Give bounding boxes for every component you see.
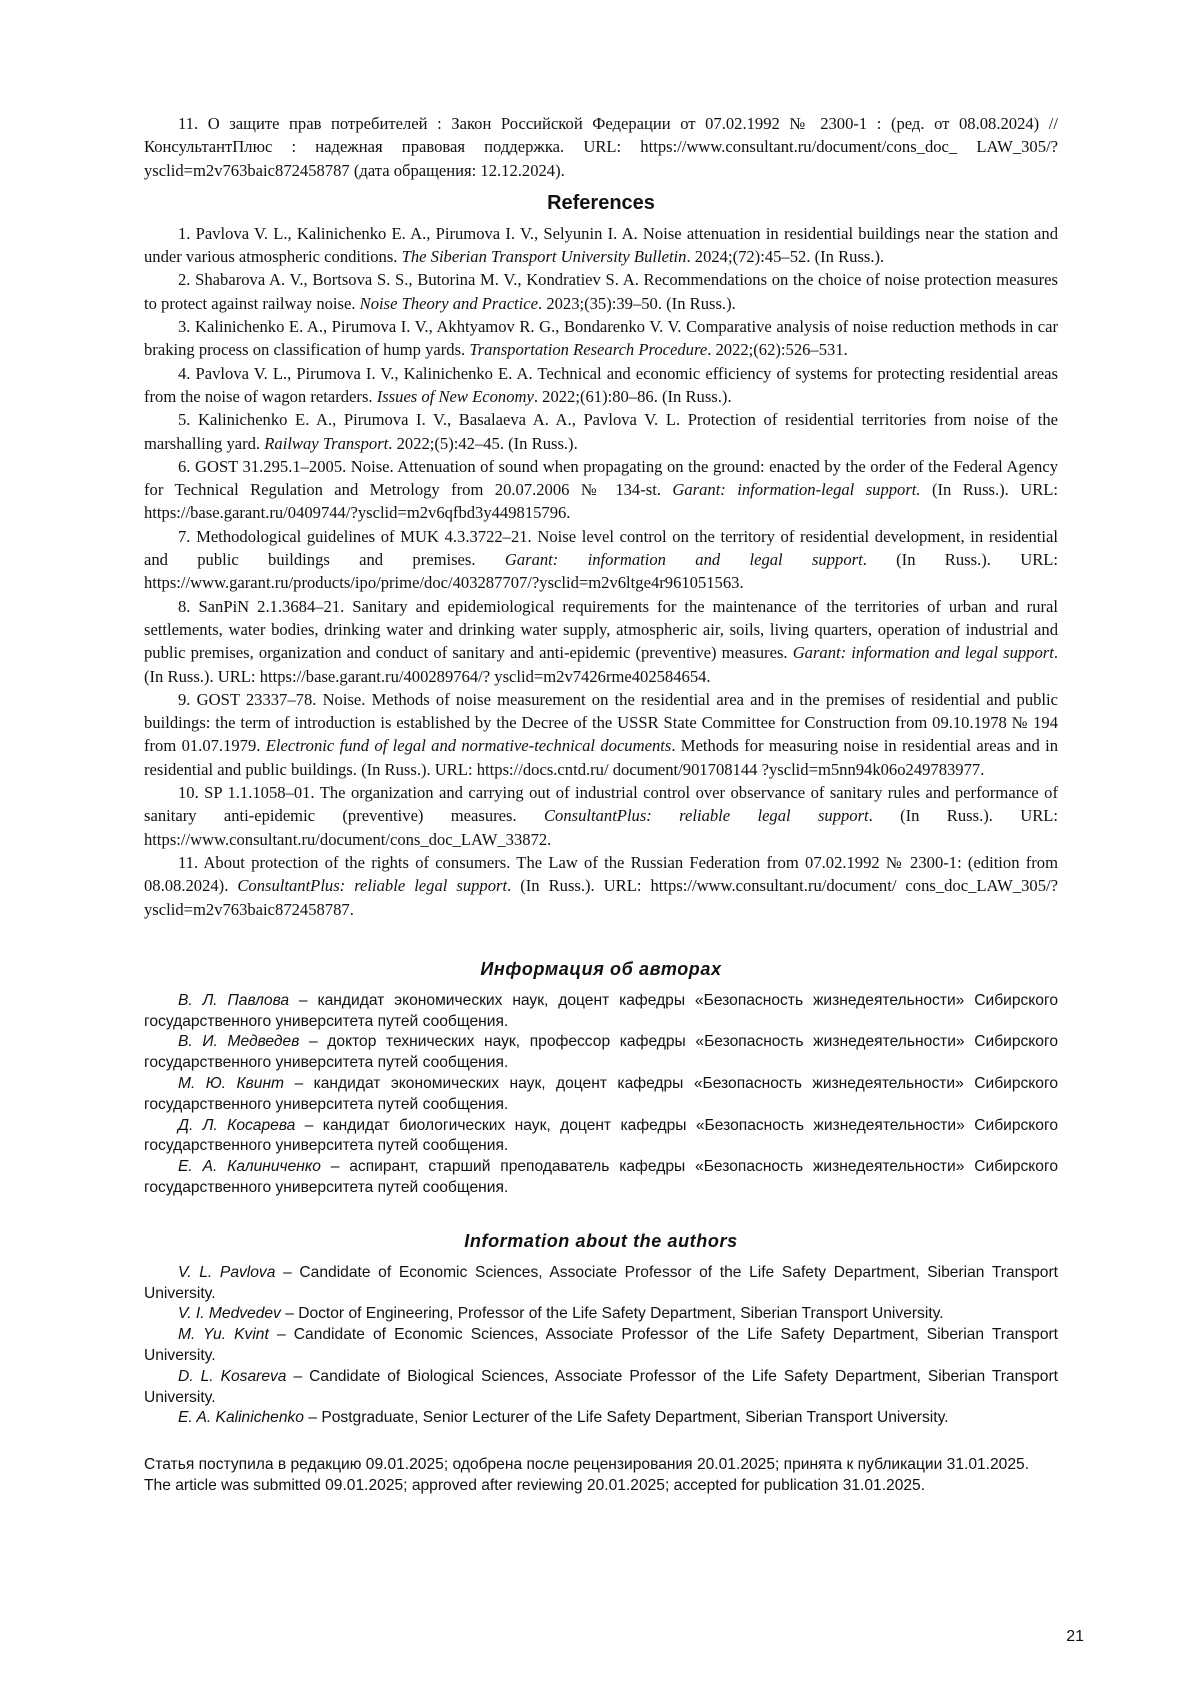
- author-ru-item: В. И. Медведев – доктор технических наук, профессор кафедры «Безопасность жизнедеятельности» Сибирского государственного университета путей сообщения.: [144, 1032, 1058, 1074]
- reference-item: 3. Kalinichenko E. A., Pirumova I. V., Akhtyamov R. G., Bondarenko V. V. Comparative analysis of noise reduction methods in car braking process on classification of hump yards. Transportation Research Procedure. 2022;(62):526–531.: [144, 315, 1058, 362]
- author-name: E. A. Kalinichenko: [178, 1409, 304, 1426]
- author-name: М. Ю. Квинт: [178, 1075, 284, 1092]
- author-name: M. Yu. Kvint: [178, 1326, 269, 1343]
- authors-ru-list: [144, 991, 1058, 1199]
- author-name: В. Л. Павлова: [178, 992, 289, 1009]
- page-number: 21: [1044, 1628, 1084, 1646]
- author-name: Д. Л. Косарева: [178, 1117, 295, 1134]
- submission-info: [144, 1455, 1058, 1497]
- reference-item: 1. Pavlova V. L., Kalinichenko E. A., Pirumova I. V., Selyunin I. A. Noise attenuation in residential buildings near the station and under various atmospheric conditions. The Siberian Transport University Bulletin. 2024;(72):45–52. (In Russ.).: [144, 222, 1058, 269]
- author-ru-item: М. Ю. Квинт – кандидат экономических наук, доцент кафедры «Безопасность жизнедеятельности» Сибирского государственного университета путей сообщения.: [144, 1074, 1058, 1116]
- journal-page: [0, 0, 1200, 1697]
- references-heading: References: [144, 190, 1058, 216]
- reference-ru-11: 11. О защите прав потребителей : Закон Российской Федерации от 07.02.1992 № 2300-1 : (ред. от 08.08.2024) // КонсультантПлюс : надежная правовая поддержка. URL: https://www.consultant.ru/document/cons_doc_ LAW_305/?ysclid=m2v763baic872458787 (дата обращения: 12.12.2024).: [144, 112, 1058, 182]
- author-name: Е. А. Калиниченко: [178, 1158, 321, 1175]
- authors-en-list: [144, 1263, 1058, 1429]
- submission-info-en: The article was submitted 09.01.2025; approved after reviewing 20.01.2025; accepted for publication 31.01.2025.: [144, 1476, 1058, 1497]
- author-name: V. L. Pavlova: [178, 1264, 275, 1281]
- reference-item: 5. Kalinichenko E. A., Pirumova I. V., Basalaeva A. A., Pavlova V. L. Protection of residential territories from noise of the marshalling yard. Railway Transport. 2022;(5):42–45. (In Russ.).: [144, 408, 1058, 455]
- reference-item: 9. GOST 23337–78. Noise. Methods of noise measurement on the residential area and in the premises of residential and public buildings: the term of introduction is established by the Decree of the USSR State Committee for Construction from 09.10.1978 № 194 from 01.07.1979. Electronic fund of legal and normative-technical documents. Methods for measuring noise in residential areas and in residential and public buildings. (In Russ.). URL: https://docs.cntd.ru/ document/901708144 ?ysclid=m5nn94k06o249783977.: [144, 688, 1058, 781]
- reference-item: 10. SP 1.1.1058–01. The organization and carrying out of industrial control over observance of sanitary rules and performance of sanitary anti-epidemic (preventive) measures. ConsultantPlus: reliable legal support. (In Russ.). URL: https://www.consultant.ru/document/cons_doc_LAW_33872.: [144, 781, 1058, 851]
- author-en-item: E. A. Kalinichenko – Postgraduate, Senior Lecturer of the Life Safety Department, Siberian Transport University.: [144, 1408, 1058, 1429]
- author-ru-item: Е. А. Калиниченко – аспирант, старший преподаватель кафедры «Безопасность жизнедеятельности» Сибирского государственного университета путей сообщения.: [144, 1157, 1058, 1199]
- author-ru-item: В. Л. Павлова – кандидат экономических наук, доцент кафедры «Безопасность жизнедеятельности» Сибирского государственного университета путей сообщения.: [144, 991, 1058, 1033]
- author-ru-item: Д. Л. Косарева – кандидат биологических наук, доцент кафедры «Безопасность жизнедеятельности» Сибирского государственного университета путей сообщения.: [144, 1116, 1058, 1158]
- author-en-item: V. L. Pavlova – Candidate of Economic Sciences, Associate Professor of the Life Safety Department, Siberian Transport University.: [144, 1263, 1058, 1305]
- references-list: [144, 222, 1058, 921]
- reference-item: 2. Shabarova A. V., Bortsova S. S., Butorina M. V., Kondratiev S. A. Recommendations on the choice of noise protection measures to protect against railway noise. Noise Theory and Practice. 2023;(35):39–50. (In Russ.).: [144, 268, 1058, 315]
- author-en-item: D. L. Kosareva – Candidate of Biological Sciences, Associate Professor of the Life Safety Department, Siberian Transport University.: [144, 1367, 1058, 1409]
- reference-item: 6. GOST 31.295.1–2005. Noise. Attenuation of sound when propagating on the ground: enacted by the order of the Federal Agency for Technical Regulation and Metrology from 20.07.2006 № 134-st. Garant: information-legal support. (In Russ.). URL: https://base.garant.ru/0409744/?ysclid=m2v6qfbd3y449815796.: [144, 455, 1058, 525]
- author-name: V. I. Medvedev: [178, 1305, 281, 1322]
- reference-item: 8. SanPiN 2.1.3684–21. Sanitary and epidemiological requirements for the maintenance of the territories of urban and rural settlements, water bodies, drinking water and drinking water supply, atmospheric air, soils, living quarters, operation of industrial and public premises, organization and conduct of sanitary and anti-epidemic (preventive) measures. Garant: information and legal support. (In Russ.). URL: https://base.garant.ru/400289764/? ysclid=m2v7426rme402584654.: [144, 595, 1058, 688]
- page-content: [144, 112, 1058, 1497]
- authors-en-heading: Information about the authors: [144, 1229, 1058, 1253]
- reference-item: 11. About protection of the rights of consumers. The Law of the Russian Federation from 07.02.1992 № 2300-1: (edition from 08.08.2024). ConsultantPlus: reliable legal support. (In Russ.). URL: https://www.consultant.ru/document/ cons_doc_LAW_305/?ysclid=m2v763baic872458787.: [144, 851, 1058, 921]
- reference-item: 4. Pavlova V. L., Pirumova I. V., Kalinichenko E. A. Technical and economic efficiency of systems for protecting residential areas from the noise of wagon retarders. Issues of New Economy. 2022;(61):80–86. (In Russ.).: [144, 362, 1058, 409]
- submission-info-ru: Статья поступила в редакцию 09.01.2025; одобрена после рецензирования 20.01.2025; принята к публикации 31.01.2025.: [144, 1455, 1058, 1476]
- author-name: В. И. Медведев: [178, 1033, 299, 1050]
- author-en-item: M. Yu. Kvint – Candidate of Economic Sciences, Associate Professor of the Life Safety Department, Siberian Transport University.: [144, 1325, 1058, 1367]
- author-name: D. L. Kosareva: [178, 1368, 286, 1385]
- reference-item: 7. Methodological guidelines of MUK 4.3.3722–21. Noise level control on the territory of residential development, in residential and public buildings and premises. Garant: information and legal support. (In Russ.). URL: https://www.garant.ru/products/ipo/prime/doc/403287707/?ysclid=m2v6ltge4r961051563.: [144, 525, 1058, 595]
- author-en-item: V. I. Medvedev – Doctor of Engineering, Professor of the Life Safety Department, Siberian Transport University.: [144, 1304, 1058, 1325]
- authors-ru-heading: Информация об авторах: [144, 957, 1058, 981]
